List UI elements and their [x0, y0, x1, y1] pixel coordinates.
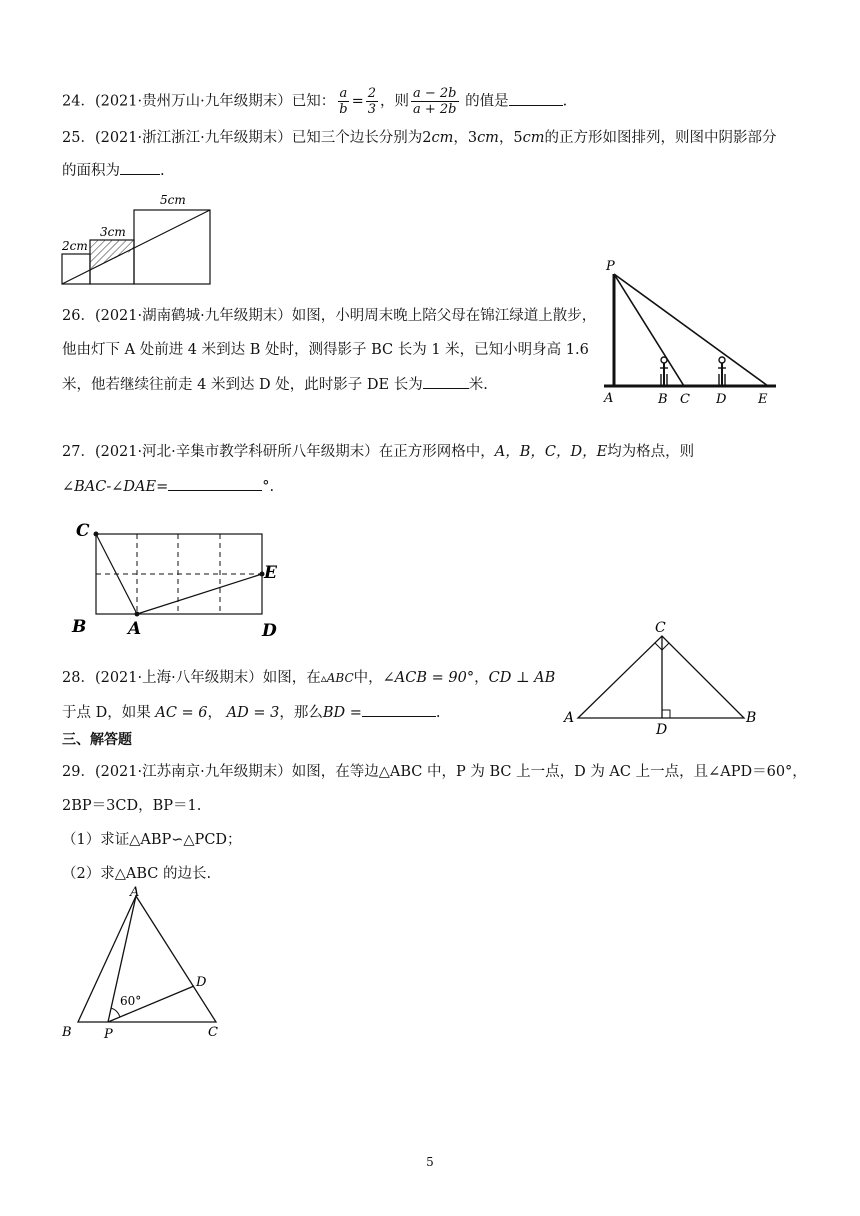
svg-text:C: C	[208, 1025, 218, 1040]
svg-text:3cm: 3cm	[100, 225, 126, 239]
segment-ca	[96, 534, 137, 614]
fraction-expression: $\frac{a - 2b}{a + 2b}$	[413, 86, 457, 117]
answer-blank	[423, 374, 469, 389]
svg-text:C: C	[76, 521, 90, 541]
question-27-line2: ∠BAC-∠DAE= °.	[62, 476, 274, 497]
svg-text:5cm: 5cm	[160, 193, 186, 207]
person-b	[660, 357, 668, 386]
svg-text:D: D	[656, 722, 668, 738]
svg-text:E: E	[758, 392, 768, 407]
fraction-a-over-b: $\frac{a}{b}$	[339, 86, 348, 117]
equilateral-triangle-figure	[56, 884, 226, 1044]
question-25-line2: 的面积为 .	[62, 160, 165, 181]
svg-text:A: A	[564, 710, 575, 726]
square-2cm	[62, 254, 90, 284]
right-triangle-figure	[560, 616, 770, 740]
question-26-line3: 米，他若继续往前走 4 米到达 D 处，此时影子 DE 长为 米.	[62, 374, 488, 395]
grid-figure	[70, 518, 290, 642]
question-27-line1: 27．(2021·河北·辛集市教学科研所八年级期末）在正方形网格中，A，B，C，D，E均为格点，则	[62, 444, 695, 460]
svg-text:P: P	[606, 259, 615, 274]
answer-blank	[120, 160, 160, 175]
light-ray-1	[614, 274, 684, 386]
answer-blank	[509, 91, 563, 106]
page-number: 5	[426, 1155, 434, 1169]
question-26-line2: 他由灯下 A 处前进 4 米到达 B 处时，测得影子 BC 长为 1 米，已知小明身高 1.6	[62, 342, 589, 358]
svg-text:B: B	[658, 392, 668, 407]
question-28-line1: 28．(2021·上海·八年级期末）如图，在▵ABC中，∠ACB = 90°，CD ⊥ AB	[62, 670, 556, 686]
triangle-abc	[78, 896, 216, 1022]
fraction-2-over-3: $\frac{2}{3}$	[367, 86, 376, 117]
question-25-line1: 25．(2021·浙江浙江·九年级期末）已知三个边长分别为2cm，3cm，5cm的正方形如图排列，则图中阴影部分	[62, 130, 777, 146]
svg-text:A: A	[128, 619, 142, 639]
question-29-line1: 29．(2021·江苏南京·九年级期末）如图，在等边△ABC 中，P 为 BC 上一点，D 为 AC 上一点，且∠APD＝60°，	[62, 764, 807, 780]
squares-figure	[58, 188, 218, 288]
svg-text:D: D	[716, 392, 727, 407]
question-29-line2: 2BP＝3CD，BP＝1.	[62, 798, 202, 814]
svg-text:C: C	[655, 620, 666, 636]
svg-text:D: D	[262, 621, 277, 641]
svg-text:A: A	[604, 391, 614, 406]
light-ray-2	[614, 274, 768, 386]
answer-blank	[362, 702, 436, 717]
person-d	[718, 357, 726, 386]
section-heading: 三、解答题	[62, 732, 132, 748]
svg-text:2cm: 2cm	[62, 239, 88, 253]
svg-text:P: P	[104, 1027, 113, 1042]
svg-text:60°: 60°	[120, 994, 142, 1008]
shaded-region	[90, 240, 134, 269]
svg-text:A: A	[130, 885, 140, 900]
question-26-line1: 26．(2021·湖南鹤城·九年级期末）如图，小明周末晚上陪父母在锦江绿道上散步，	[62, 308, 597, 324]
question-24: 24．(2021·贵州万山·九年级期末）已知： $\frac{a}{b}$ = $\frac{2}{3}$ ，则 $\frac{a - 2b}{a + 2b}$ 的值是 .	[62, 86, 568, 117]
question-29-part2: （2）求△ABC 的边长.	[62, 866, 212, 882]
lamp-shadow-figure	[596, 256, 786, 408]
svg-text:B: B	[72, 617, 87, 637]
square-5cm	[134, 210, 210, 284]
svg-text:B: B	[62, 1025, 72, 1040]
svg-text:B: B	[746, 710, 757, 726]
question-28-line2: 于点 D，如果 AC = 6， AD = 3，那么BD = .	[62, 702, 440, 723]
svg-text:C: C	[680, 392, 690, 407]
svg-text:D: D	[196, 975, 207, 990]
answer-blank	[168, 476, 262, 491]
svg-text:E: E	[264, 563, 277, 583]
segment-ae	[137, 574, 262, 614]
question-29-part1: （1）求证△ABP∽△PCD；	[62, 832, 242, 848]
